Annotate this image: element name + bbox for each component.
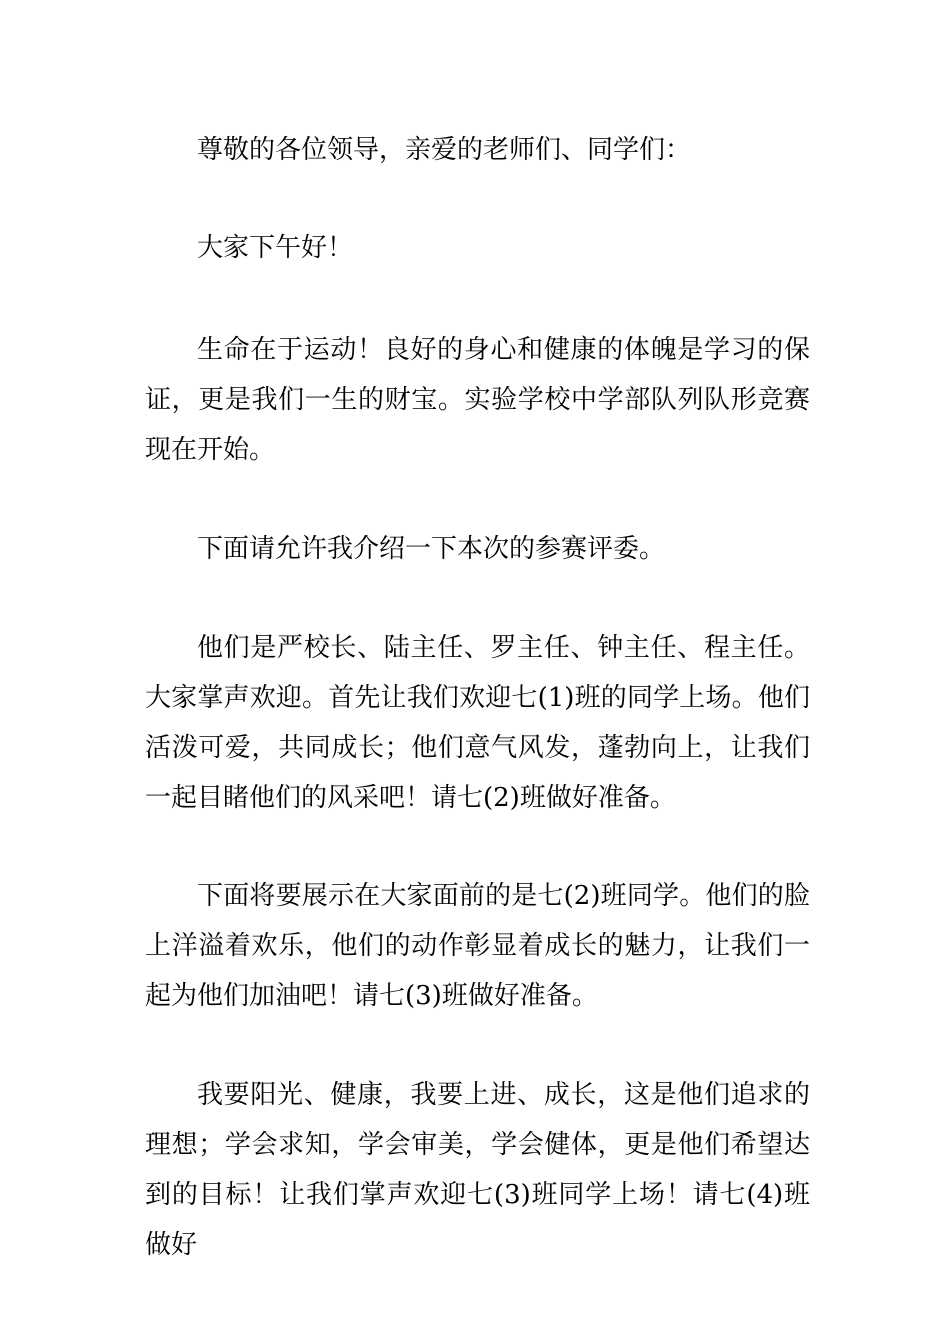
paragraph-judges-intro: 下面请允许我介绍一下本次的参赛评委。 <box>197 534 666 564</box>
paragraph-salutation: 尊敬的各位领导，亲爱的老师们、同学们： <box>197 135 692 165</box>
paragraph-opening: 生命在于运动！良好的身心和健康的体魄是学习的保证，更是我们一生的财宝。实验学校中学部队列队形竞赛现在开始。 <box>145 335 810 465</box>
paragraph-class-7-3: 我要阳光、健康，我要上进、成长，这是他们追求的理想；学会求知，学会审美，学会健体，更是他们希望达到的目标！让我们掌声欢迎七(3)班同学上场！请七(4)班做好 <box>145 1080 810 1260</box>
paragraph-greeting: 大家下午好！ <box>197 233 354 263</box>
paragraph-class-7-2: 下面将要展示在大家面前的是七(2)班同学。他们的脸上洋溢着欢乐，他们的动作彰显着成长的魅力，让我们一起为他们加油吧！请七(3)班做好准备。 <box>145 881 810 1011</box>
paragraph-class-7-1: 他们是严校长、陆主任、罗主任、钟主任、程主任。大家掌声欢迎。首先让我们欢迎七(1)班的同学上场。他们活泼可爱，共同成长；他们意气风发，蓬勃向上，让我们一起目睹他们的风采吧！请七(2)班做好准备。 <box>145 633 810 813</box>
